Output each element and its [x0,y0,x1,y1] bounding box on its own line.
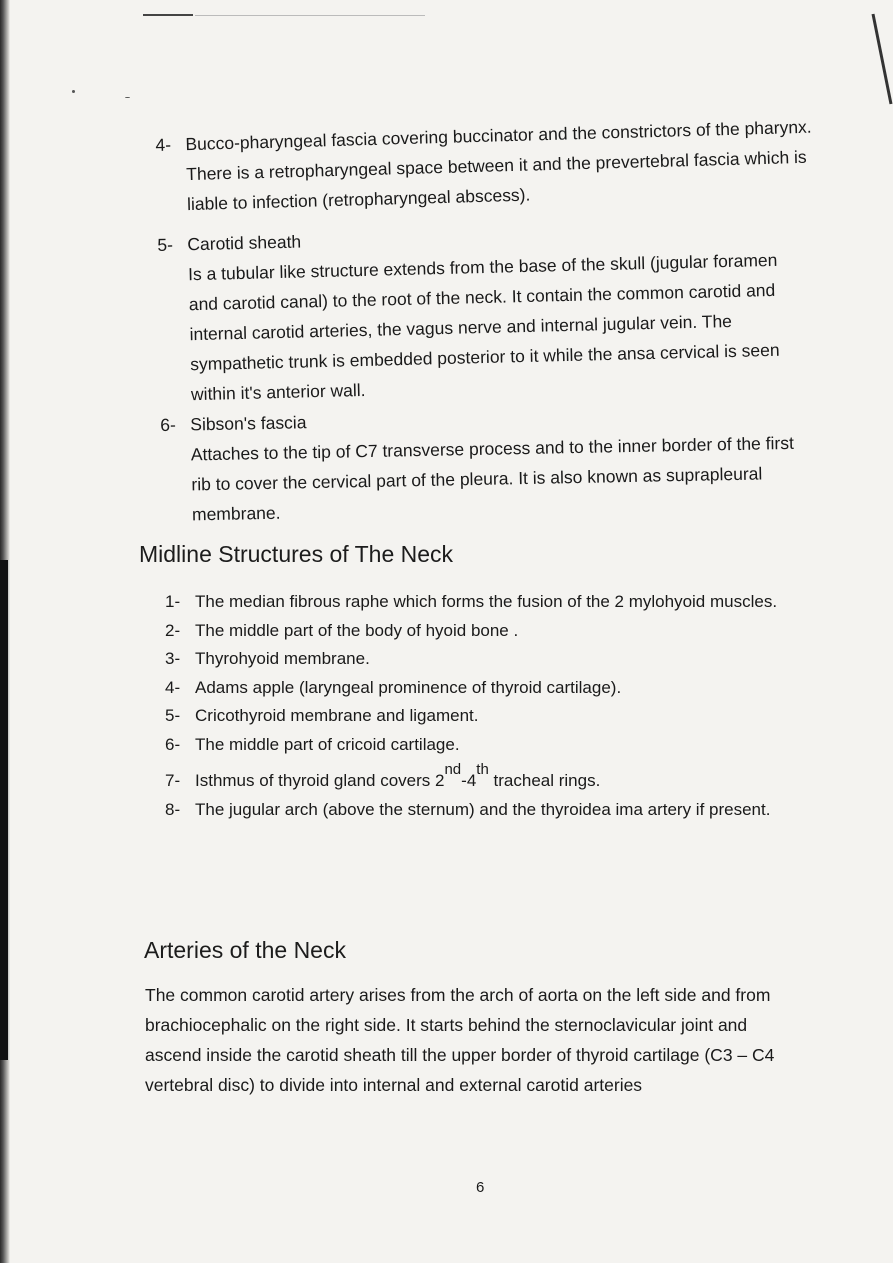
list-item [165,759,805,796]
list-item [165,702,805,731]
list-item [165,674,805,703]
list-number: 2- [165,620,181,640]
paragraph: The common carotid artery arises from the arch of aorta on the left side and from brachiocephalic on the right side. It starts behind the sternoclavicular joint and ascend inside the carotid sheath till the upper border of thyroid cartilage (C3 – C4 vertebral disc) to divide into internal and external carotid arteries [145,985,775,1095]
list-number: 8- [165,799,181,819]
list-number: 6- [160,414,177,435]
list-item [165,588,805,617]
page-number: 6 [476,1179,485,1196]
list-body [187,214,809,409]
list-text: Attaches to the tip of C7 transverse process and to the inner border of the first rib to cover the cervical part of the pleura. It is also known as suprapleural membrane. [190,432,795,525]
list-number: 4- [165,677,181,697]
section-heading: Arteries of the Neck [144,937,346,963]
list-number: 4- [155,134,172,155]
list-text: Bucco-pharyngeal fascia covering buccinator and the constrictors of the pharynx. There is a retropharyngeal space between it and the prevertebral fascia which is liable to infection (retropharyngeal abscess). [185,116,812,215]
list-item [165,731,805,760]
list-item [155,112,817,220]
list-item [160,398,802,530]
list-text: Adams apple (laryngeal prominence of thyroid cartilage). [195,677,622,697]
midline-list [165,588,805,824]
list-number: 1- [165,592,181,611]
list-title: Carotid sheath [187,231,302,255]
list-text: The middle part of cricoid cartilage. [195,734,460,754]
list-number: 7- [165,771,181,790]
list-number: 5- [157,234,174,255]
list-text: Is a tubular like structure extends from the base of the skull (jugular foramen and carotid canal) to the root of the neck. It contain the common carotid and internal carotid arteries, the vagus nerve and internal jugular vein. The sympathetic trunk is embedded posterior to it while the ansa cervical is seen within it's anterior wall. [187,249,780,405]
text-part: tracheal rings. [488,771,601,790]
text-part: -4 [461,771,477,790]
list-number: 5- [165,706,181,725]
superscript: th [476,761,489,778]
text-part: Isthmus of thyroid gland covers 2 [195,771,445,790]
superscript: nd [444,761,462,778]
list-text: The median fibrous raphe which forms the fusion of the 2 mylohyoid muscles. [195,592,778,611]
list-text: Cricothyroid membrane and ligament. [195,706,479,725]
section-heading: Midline Structures of The Neck [139,541,454,567]
list-body [190,398,802,530]
list-text [195,761,805,796]
list-item [165,617,805,646]
list-item [165,645,805,674]
list-item [157,214,809,410]
list-text: The middle part of the body of hyoid bone . [195,620,519,640]
list-item [165,796,805,825]
list-title: Sibson's fascia [190,412,307,435]
list-number: 6- [165,734,181,754]
list-number: 3- [165,649,181,668]
list-text: The jugular arch (above the sternum) and the thyroidea ima artery if present. [195,799,771,819]
list-text: Thyrohyoid membrane. [195,649,370,668]
